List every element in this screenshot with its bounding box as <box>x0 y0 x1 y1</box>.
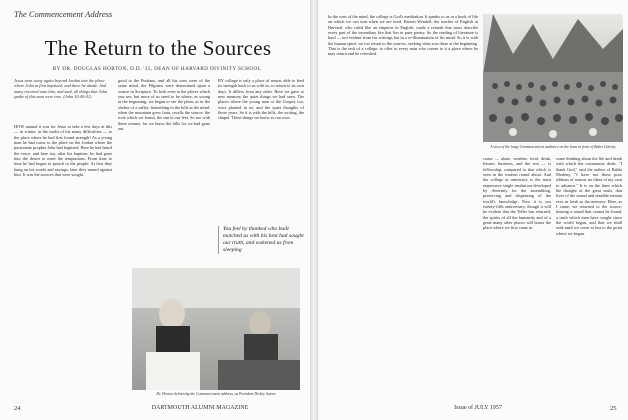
column-2: good to the Puritans, and all his sons were of the same mind, the Pilgrims were determined upon a source in Scripture. To look even at the places which you see, but more of us need to be where, as young at the beginning, we began to see the plain, as in the shelter of a valley. Something in the hills at the mind, when the mountain grew faint, recalls the source: the rock which we found, the sun in our feet. So too with these returns, for we know the hills for we had gone out. <box>118 78 210 132</box>
left-page <box>0 0 310 420</box>
article-title: The Return to the Sources <box>44 36 272 60</box>
byline: BY DR. DOUGLAS HORTON, D.D. '35, DEAN OF HARVARD DIVINITY SCHOOL <box>52 66 262 72</box>
audience-photo-caption: A view of the large Commencement audience on the lawn in front of Baker Library <box>490 145 616 149</box>
right-column-3: some thinking about the life and death with which the community deals. "I thank God," said the author of Rabbi Modeny, "I have not those pour ribbons of reason, no ideas of my own to advance." It is on the lines which the thought of the great souls, that lives of the sound and sensible remain ever as fresh as the memory. Here, as I came, we returned to the source, hearing a sound that cannot be found, a truth which men have sought since the world began, and that we shall seek until we come at last to the point where we began. <box>556 156 622 236</box>
section-header: The Commencement Address <box>14 9 113 19</box>
pull-quote: You feel by thanked who built matched us with his best had sought our truth, and wakened us from sleeping <box>218 226 307 254</box>
right-page-number: 25 <box>610 405 617 412</box>
right-column-1: In the sons of the mind, the college is God's meditation. It speaks to us in a book of life on which we can turn when we are tired. Barrett Wendell, the teacher of English at Harvard, who ruled like an emperor in English, made a remark that must describe every part of the incendiary fire that lies in pure poetry. So the reading of literature is hard — not evident from his writings but in a re-illumination of his mind. So it is with the human spirit: we too return to the sources, seeking what was there at the beginning. That is the task of a college, to offer to every man who comes to it a place where he may return and be refreshed. <box>328 14 478 57</box>
right-column-2: cause — alone, weather, food, drink, leisure, business, and the rest — is fellowship, compared to that which is seen in the women round about. And the college at university is the most impressive single institution developed by Aeternity for the assembling, preserving and dispensing of the world's knowledge. Now it is our twenty-fifth anniversary, though it will be evident that the Teller has returned, the spirits of all the humanity and of a great many other places will honor the place where we first came in. <box>483 156 551 231</box>
intro-quote: Jesus went away again beyond Jordan into the place where John at first baptized; and there he abode. And many resorted unto him, and said, all things that John spake of this man were true. (John 10:40-41) <box>14 78 108 100</box>
column-1: HOW natural it was for Jesus to take a few days at this — in winter, in the midst of his many difficulties — to the place where he had first found strength! As a young man he had come to the place on the Jordan where the passionate prophet John had baptized. Here he had heard the voice, and here too, after his baptism, he had gone into the desert to meet the temptations. From time to time he had begun to preach to the people. At first they hung on his words and sayings; later they turned against him. It was the sources that were sought. <box>14 124 112 178</box>
photo-caption: Dr. Horton delivering the Commencement address, as President Dickey listens <box>156 392 276 396</box>
issue-footer: Issue of JULY 1957 <box>454 405 502 411</box>
audience-photo <box>483 14 623 142</box>
publication-footer: DARTMOUTH ALUMNI MAGAZINE <box>151 405 249 411</box>
speaker-photo <box>132 268 300 390</box>
right-page <box>318 0 628 420</box>
page-number: 24 <box>14 405 21 412</box>
page-gutter <box>310 0 318 420</box>
column-3: BY college is only a place of return, able to feed its strength back to us with us, to return to its own days. It differs from any other. Here we gave to new memory the quiet things we had seen. The places where the young man or the Gospel, too, were planted in us, and the quiet thoughts of those years. So it is with the hills, the writing, the chapel. These things we knew as our own. <box>218 78 304 121</box>
